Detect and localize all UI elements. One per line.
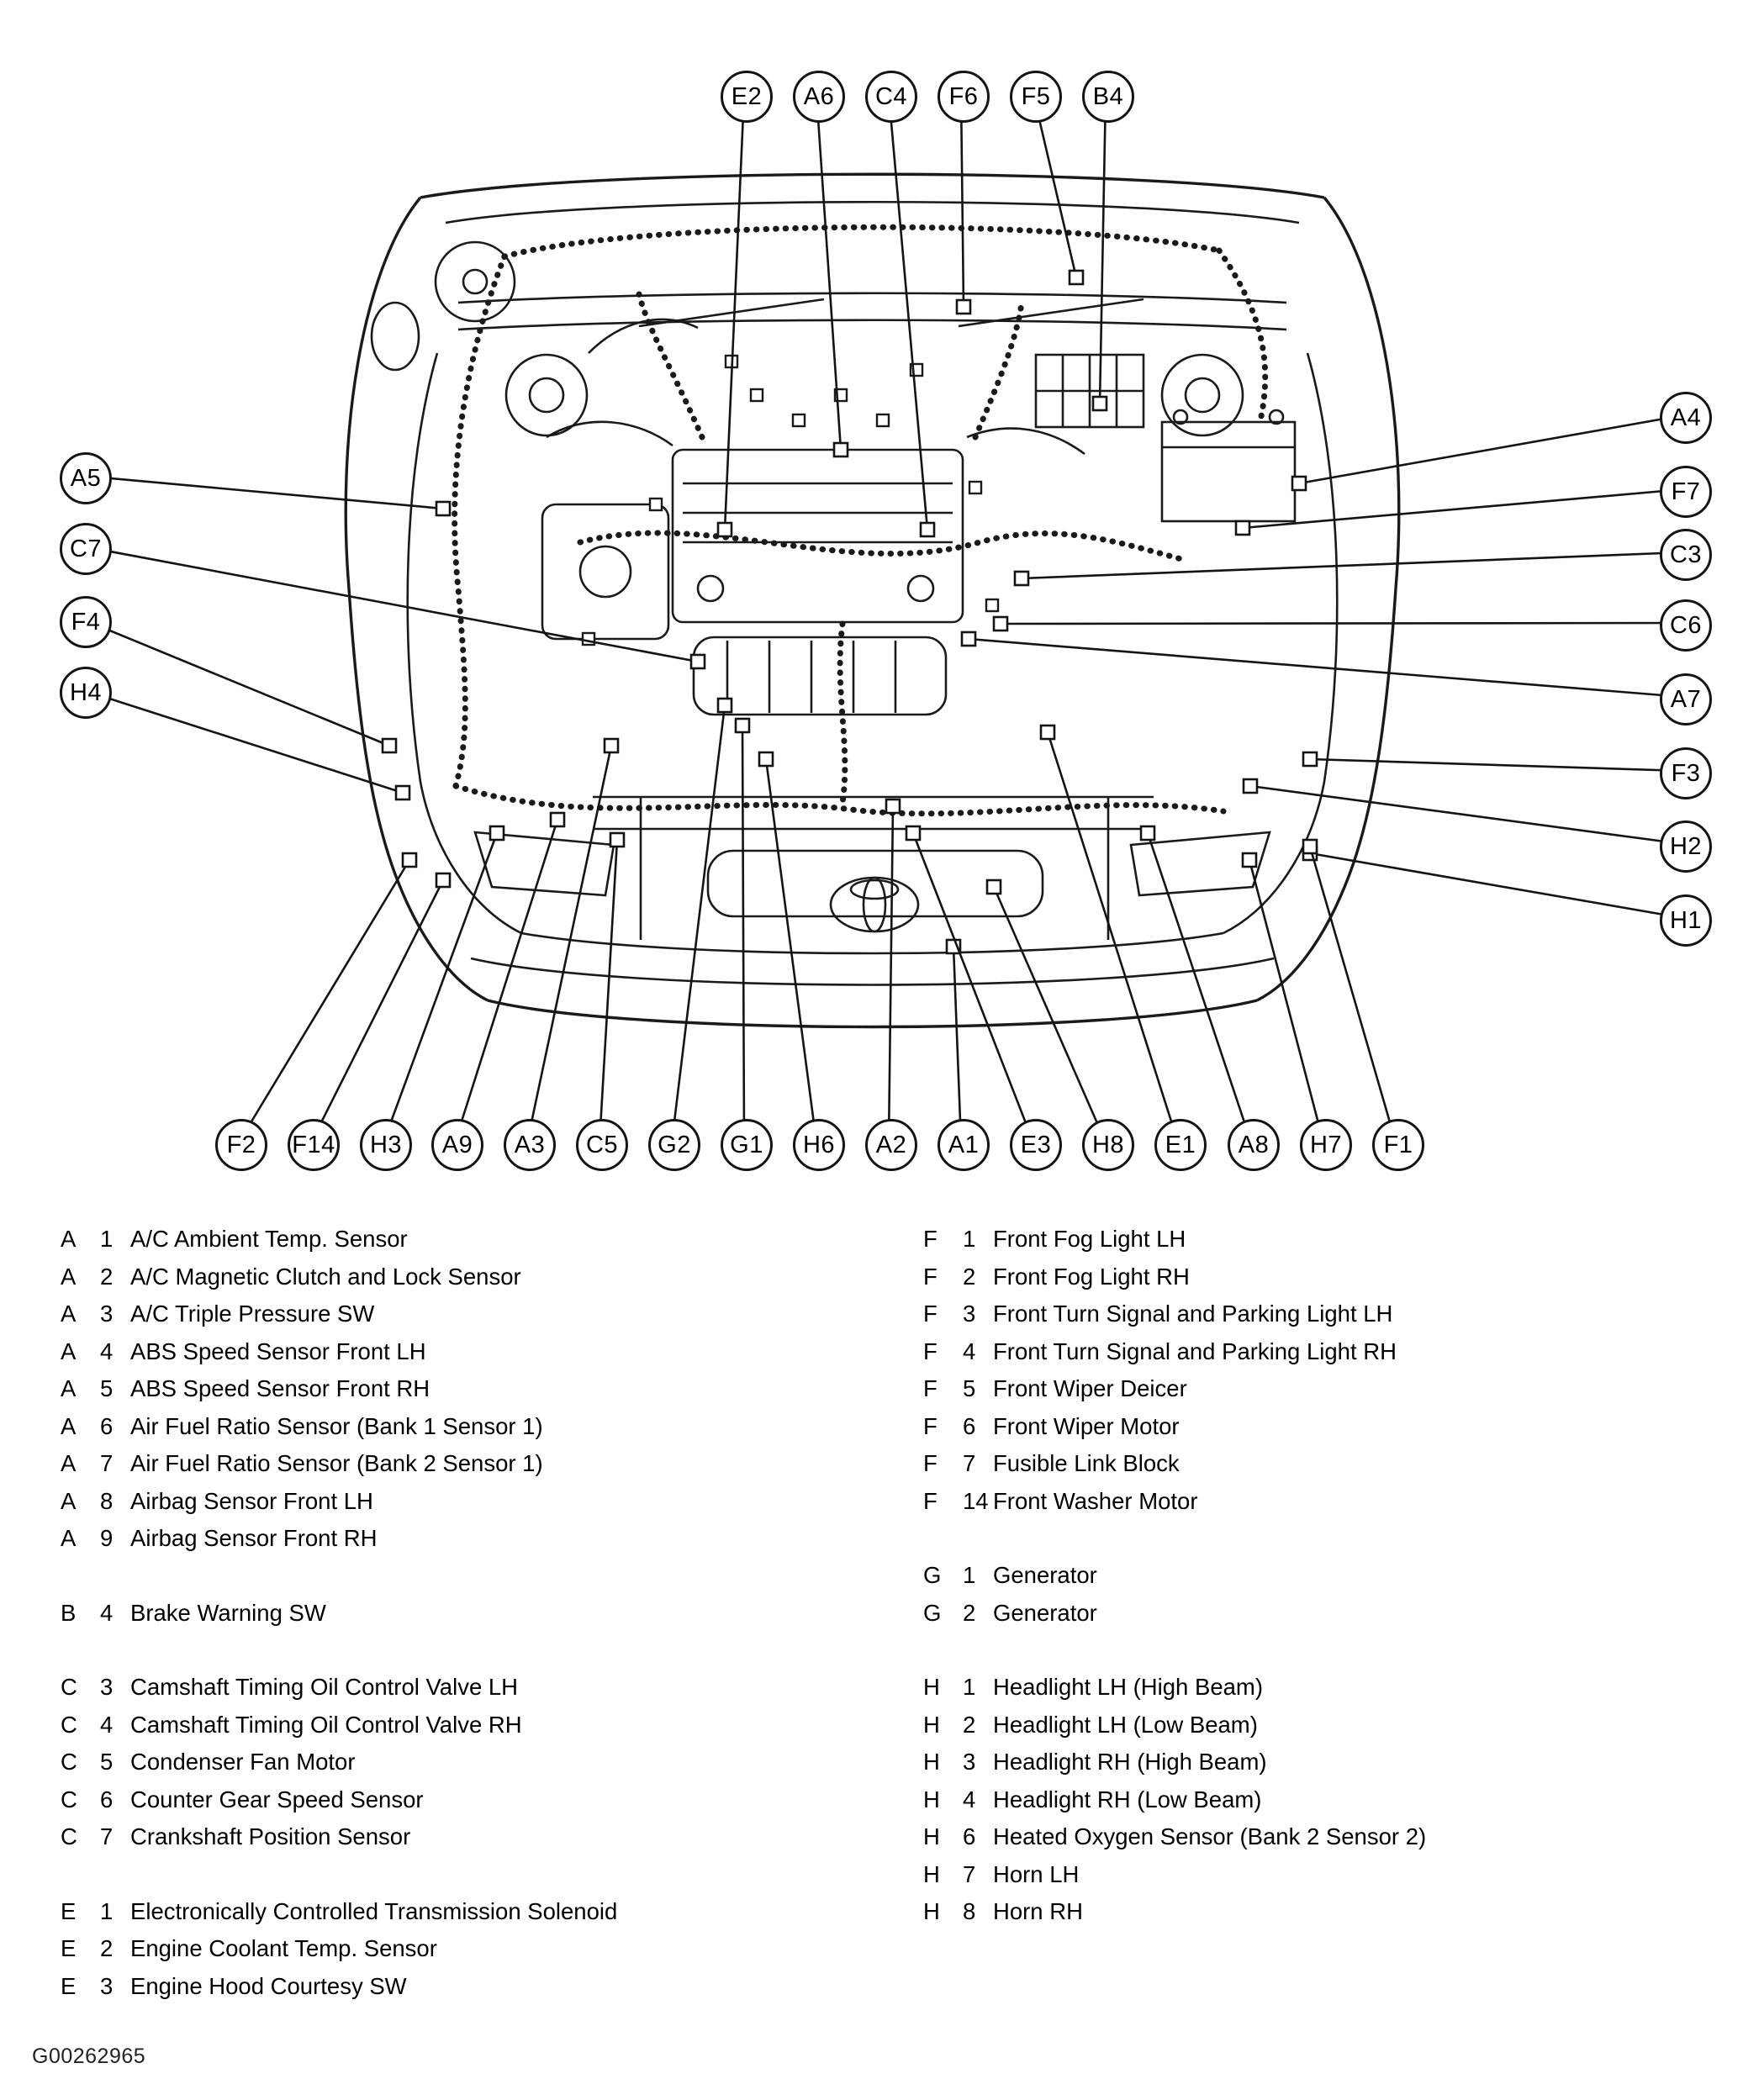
leader-F7 [1243,489,1683,528]
legend-group-H [923,1669,1705,1931]
leader-F4 [83,620,389,746]
connector-C3 [1015,572,1028,585]
connector-C5 [610,833,624,847]
callout-H6: H6 [793,1119,845,1171]
legend-number: 6 [963,1823,976,1850]
leader-A7 [969,639,1683,697]
legend-letter: C [61,1711,77,1738]
legend-number: 1 [963,1674,976,1701]
legend-name: Air Fuel Ratio Sensor (Bank 1 Sensor 1) [130,1412,543,1439]
legend-name: Headlight RH (Low Beam) [993,1786,1262,1812]
legend-name: Horn RH [993,1898,1083,1925]
callout-G2: G2 [648,1119,700,1171]
legend-row-C4 [61,1707,885,1744]
legend-number: 4 [963,1786,976,1812]
legend-letter: A [61,1226,77,1253]
figure-code: G00262965 [32,2045,146,2068]
leader-A1 [953,947,961,1142]
callout-F1: F1 [1372,1119,1424,1171]
legend-group-F [923,1221,1705,1520]
legend-letter: B [61,1599,77,1626]
legend-row-A9 [61,1520,885,1558]
legend-row-F5 [923,1370,1705,1408]
callout-H4: H4 [60,667,112,719]
callout-H3: H3 [360,1119,412,1171]
legend-letter: H [923,1898,940,1925]
connector-F6 [957,300,970,314]
legend-number: 2 [100,1263,114,1290]
leader-E2 [725,94,744,530]
legend-number: 6 [963,1412,976,1439]
legend-row-F3 [923,1295,1705,1333]
legend-number: 9 [100,1525,114,1552]
leader-G1 [742,726,744,1142]
connector-H8 [987,880,1001,894]
callout-H2: H2 [1660,820,1712,873]
leader-H1 [1310,853,1683,918]
legend-name: Airbag Sensor Front RH [130,1525,378,1552]
legend-row-E1 [61,1893,885,1931]
legend-name: Horn LH [993,1860,1080,1887]
callout-A8: A8 [1228,1119,1280,1171]
callout-H1: H1 [1660,894,1712,947]
legend-name: Front Turn Signal and Parking Light RH [993,1338,1397,1364]
connector-F3 [1303,752,1317,766]
connector-H4 [396,786,409,799]
legend-letter: H [923,1674,940,1701]
connector-H6 [759,752,773,766]
legend-name: Headlight LH (Low Beam) [993,1711,1258,1738]
leader-B4 [1100,94,1106,404]
callout-A3: A3 [504,1119,556,1171]
legend-letter: F [923,1375,938,1402]
leader-F1 [1310,847,1396,1142]
legend-letter: C [61,1674,77,1701]
legend-row-A2 [61,1258,885,1296]
callout-E3: E3 [1010,1119,1062,1171]
connector-A5 [436,502,450,515]
legend-name: Brake Warning SW [130,1599,326,1626]
leader-H7 [1249,860,1323,1142]
callout-A9: A9 [431,1119,483,1171]
legend-name: Camshaft Timing Oil Control Valve LH [130,1674,519,1701]
legend-row-H6 [923,1818,1705,1856]
legend-row-F6 [923,1408,1705,1446]
legend-name: Engine Hood Courtesy SW [130,1972,407,1999]
legend-row-C6 [61,1781,885,1819]
legend-number: 5 [100,1375,114,1402]
legend-row-A5 [61,1370,885,1408]
legend-letter: H [923,1860,940,1887]
callout-F6: F6 [938,71,990,123]
leader-A2 [889,806,893,1142]
legend-group-E [61,1893,885,2006]
legend-letter: H [923,1749,940,1776]
leader-E3 [913,833,1033,1142]
connector-A9 [551,813,564,826]
legend-name: Heated Oxygen Sensor (Bank 2 Sensor 2) [993,1823,1427,1850]
legend-number: 6 [100,1786,114,1812]
legend-letter: F [923,1412,938,1439]
callout-A2: A2 [865,1119,917,1171]
leader-C7 [83,546,698,662]
callout-C6: C6 [1660,599,1712,652]
leader-E1 [1048,732,1178,1142]
legend-number: 4 [100,1338,114,1364]
callout-H7: H7 [1300,1119,1352,1171]
legend-letter: H [923,1786,940,1812]
legend-name: Front Wiper Deicer [993,1375,1187,1402]
connector-A6 [834,443,848,456]
connector-B4 [1093,397,1107,410]
legend-name: Crankshaft Position Sensor [130,1823,411,1850]
connector-A8 [1141,826,1154,840]
leader-A3 [527,746,611,1142]
callout-A6: A6 [793,71,845,123]
legend-letter: A [61,1412,77,1439]
callout-F5: F5 [1010,71,1062,123]
callout-B4: B4 [1082,71,1134,123]
legend-row-F4 [923,1333,1705,1371]
connector-F14 [436,873,450,887]
connector-H3 [490,826,504,840]
legend-name: Headlight RH (High Beam) [993,1749,1267,1776]
callout-F4: F4 [60,596,112,648]
legend-name: Front Turn Signal and Parking Light LH [993,1301,1393,1327]
leader-F3 [1310,759,1683,771]
legend-letter: C [61,1786,77,1812]
legend-row-A3 [61,1295,885,1333]
legend-number: 1 [100,1226,114,1253]
legend-row-A4 [61,1333,885,1371]
callout-E1: E1 [1154,1119,1207,1171]
legend-letter: A [61,1375,77,1402]
leader-C6 [1001,623,1683,624]
legend-number: 5 [100,1749,114,1776]
legend-letter: C [61,1749,77,1776]
legend-row-H8 [923,1893,1705,1931]
legend-number: 3 [100,1301,114,1327]
leader-H8 [994,887,1106,1142]
connector-E1 [1041,726,1054,739]
callout-F2: F2 [215,1119,267,1171]
callout-E2: E2 [721,71,773,123]
legend-letter: F [923,1263,938,1290]
legend-row-F7 [923,1445,1705,1483]
callout-F7: F7 [1660,466,1712,518]
legend-row-G2 [923,1595,1705,1633]
legend-name: Front Washer Motor [993,1487,1198,1514]
legend-letter: F [923,1226,938,1253]
legend-number: 3 [963,1301,976,1327]
legend-row-A7 [61,1445,885,1483]
legend-letter: G [923,1562,942,1589]
callout-C5: C5 [576,1119,628,1171]
legend-group-B [61,1595,885,1633]
legend-number: 1 [100,1897,114,1924]
leader-G2 [672,705,725,1142]
callout-C3: C3 [1660,529,1712,581]
legend-number: 4 [100,1711,114,1738]
connector-A3 [605,739,618,752]
legend-letter: F [923,1338,938,1364]
leader-C4 [889,94,927,530]
legend-letter: A [61,1487,77,1514]
legend-row-E3 [61,1968,885,2006]
callout-A1: A1 [938,1119,990,1171]
legend-letter: F [923,1301,938,1327]
legend-column-right [923,1221,1705,1968]
legend-group-G [923,1557,1705,1632]
callout-A5: A5 [60,452,112,504]
legend-row-A6 [61,1408,885,1446]
connector-C4 [921,523,934,536]
legend-name: A/C Ambient Temp. Sensor [130,1226,408,1253]
legend-letter: E [61,1972,77,1999]
legend-group-C [61,1669,885,1856]
legend-row-F1 [923,1221,1705,1258]
legend-name: Airbag Sensor Front LH [130,1487,373,1514]
legend-number: 7 [100,1823,114,1850]
legend-row-F2 [923,1258,1705,1296]
legend-letter: F [923,1450,938,1477]
leader-A9 [455,820,557,1142]
connector-E2 [718,523,732,536]
legend-letter: A [61,1450,77,1477]
connector-G1 [736,719,749,732]
legend-name: Camshaft Timing Oil Control Valve RH [130,1711,522,1738]
legend-row-B4 [61,1595,885,1633]
callout-A7: A7 [1660,673,1712,726]
legend-row-G1 [923,1557,1705,1595]
callout-G1: G1 [721,1119,773,1171]
legend-name: Air Fuel Ratio Sensor (Bank 2 Sensor 1) [130,1450,543,1477]
leader-C5 [599,840,617,1142]
legend-name: Engine Coolant Temp. Sensor [130,1935,437,1962]
legend-number: 7 [963,1860,976,1887]
legend-row-C3 [61,1669,885,1707]
legend-column-left [61,1221,885,2042]
connector-A7 [962,632,975,646]
callout-F3: F3 [1660,747,1712,799]
callout-A4: A4 [1660,392,1712,444]
legend-number: 1 [963,1226,976,1253]
connector-C6 [994,617,1007,631]
legend-name: ABS Speed Sensor Front RH [130,1375,430,1402]
legend-row-H2 [923,1707,1705,1744]
leader-C3 [1022,552,1683,578]
leader-F14 [311,880,443,1142]
legend-number: 7 [963,1450,976,1477]
legend-name: ABS Speed Sensor Front LH [130,1338,426,1364]
legend-letter: A [61,1301,77,1327]
legend-letter: H [923,1711,940,1738]
legend-name: Front Wiper Motor [993,1412,1180,1439]
callout-C4: C4 [865,71,917,123]
legend-number: 5 [963,1375,976,1402]
legend-letter: C [61,1823,77,1850]
legend-number: 3 [100,1674,114,1701]
legend-name: A/C Magnetic Clutch and Lock Sensor [130,1263,521,1290]
legend-letter: F [923,1487,938,1514]
connector-C7 [691,655,705,668]
legend-letter: A [61,1263,77,1290]
leader-F2 [239,860,409,1142]
legend-number: 7 [100,1450,114,1477]
legend-name: Front Fog Light LH [993,1226,1186,1253]
legend-group-A [61,1221,885,1558]
legend-number: 2 [963,1711,976,1738]
legend-letter: G [923,1599,942,1626]
legend-name: Generator [993,1599,1097,1626]
legend-number: 8 [963,1898,976,1925]
leader-F6 [961,94,964,307]
legend-name: Condenser Fan Motor [130,1749,356,1776]
leader-A4 [1299,415,1683,483]
legend-number: 2 [100,1935,114,1962]
legend-row-H1 [923,1669,1705,1707]
leader-H2 [1250,786,1683,844]
callout-H8: H8 [1082,1119,1134,1171]
connector-H7 [1243,853,1256,867]
legend-row-C5 [61,1744,885,1781]
legend-number: 4 [100,1599,114,1626]
legend-letter: E [61,1935,77,1962]
connector-F7 [1236,521,1249,535]
legend-number: 14 [963,1487,989,1514]
connector-E3 [906,826,920,840]
legend-name: Fusible Link Block [993,1450,1180,1477]
legend-number: 1 [963,1562,976,1589]
callout-C7: C7 [60,523,112,575]
legend-row-H7 [923,1856,1705,1894]
connector-F4 [383,739,396,752]
callout-F14: F14 [288,1119,340,1171]
legend-number: 3 [100,1972,114,1999]
legend-row-A8 [61,1483,885,1521]
legend-letter: A [61,1525,77,1552]
connector-H2 [1244,779,1257,793]
legend-row-H3 [923,1744,1705,1781]
leader-A6 [816,94,841,450]
legend-letter: A [61,1338,77,1364]
leader-A5 [83,476,443,509]
legend-row-A1 [61,1221,885,1258]
legend-number: 3 [963,1749,976,1776]
legend-name: Headlight LH (High Beam) [993,1674,1263,1701]
connector-F2 [403,853,416,867]
connector-A2 [886,799,900,813]
legend-letter: E [61,1897,77,1924]
connector-F1 [1303,840,1317,853]
legend-name: Electronically Controlled Transmission Solenoid [130,1897,618,1924]
connector-A4 [1292,477,1306,490]
legend-name: A/C Triple Pressure SW [130,1301,375,1327]
legend-number: 2 [963,1599,976,1626]
legend-number: 8 [100,1487,114,1514]
legend-number: 6 [100,1412,114,1439]
legend-name: Generator [993,1562,1097,1589]
legend-row-E2 [61,1930,885,1968]
legend-number: 4 [963,1338,976,1364]
legend-row-C7 [61,1818,885,1856]
leader-H6 [766,759,816,1142]
connector-G2 [718,699,732,712]
legend-name: Front Fog Light RH [993,1263,1190,1290]
connector-F5 [1070,271,1083,284]
legend-row-H4 [923,1781,1705,1819]
legend-letter: H [923,1823,940,1850]
legend-name: Counter Gear Speed Sensor [130,1786,424,1812]
legend-row-F14 [923,1483,1705,1521]
legend-number: 2 [963,1263,976,1290]
leader-H4 [83,690,403,793]
